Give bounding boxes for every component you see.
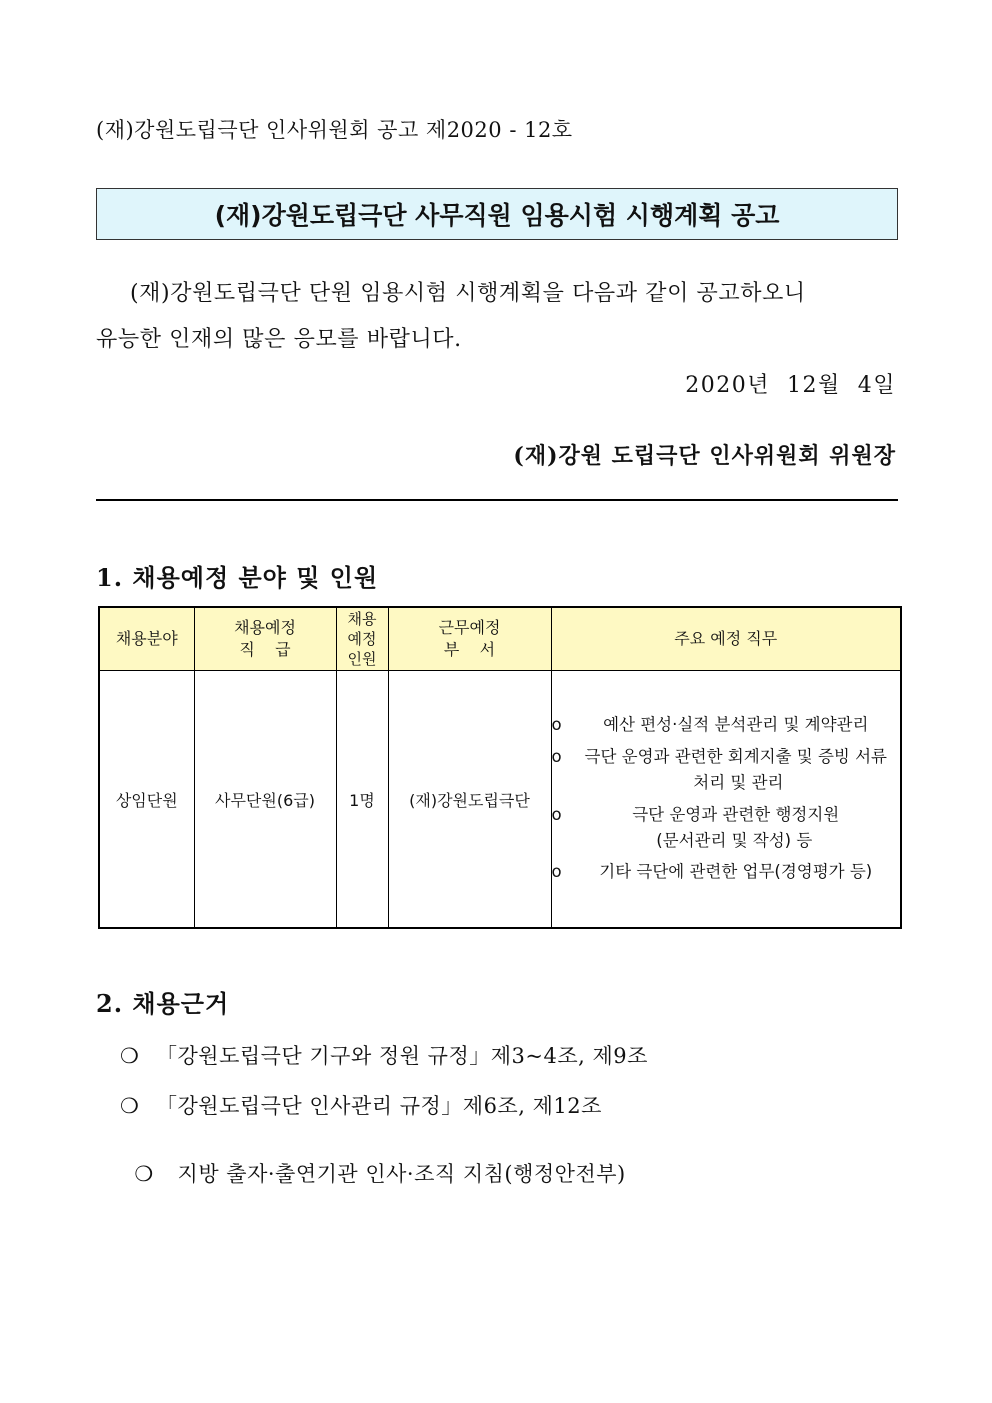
cell-department: (재)강원도립극단 [388,671,551,929]
section-1-heading: 1. 채용예정 분야 및 인원 [96,563,379,592]
section-2-heading: 2. 채용근거 [96,989,230,1018]
divider [96,499,898,501]
cell-position: 사무단원(6급) [194,671,336,929]
basis-item: ❍ 「강원도립극단 인사관리 규정」제6조, 제12조 [120,1094,602,1118]
basis-item: ❍ 「강원도립극단 기구와 정원 규정」제3~4조, 제9조 [120,1044,648,1068]
cell-duties [551,671,901,929]
basis-item: ❍ 지방 출자·출연기관 인사·조직 지침(행정안전부) [134,1162,626,1186]
issuer: (재)강원 도립극단 인사위원회 위원장 [513,443,896,469]
notice-date: 2020년 12월 4일 [685,373,896,398]
duty-item: o 예산 편성·실적 분석관리 및 계약관리 [551,715,869,735]
circle-bullet-icon: ❍ [134,1162,154,1186]
header-position: 채용예정 직 급 [194,607,336,671]
cell-field: 상임단원 [99,671,194,929]
header-duties: 주요 예정 직무 [551,607,901,671]
notice-number: (재)강원도립극단 인사위원회 공고 제2020 - 12호 [96,118,573,142]
duty-item: o 기타 극단에 관련한 업무(경영평가 등) [551,862,873,882]
page-title: (재)강원도립극단 사무직원 임용시험 시행계획 공고 [96,188,898,240]
duty-item: o 극단 운영과 관련한 행정지원 (문서관리 및 작성) 등 [551,804,840,850]
circle-bullet-icon: ❍ [120,1044,140,1068]
table-header-row [99,607,901,671]
table-row [99,671,901,929]
recruitment-table [98,606,902,929]
header-count: 채용 예정 인원 [336,607,388,671]
intro-line-1: (재)강원도립극단 단원 임용시험 시행계획을 다음과 같이 공고하오니 [130,281,806,306]
header-department: 근무예정 부 서 [388,607,551,671]
header-field: 채용분야 [99,607,194,671]
duty-item: o 극단 운영과 관련한 회계지출 및 증빙 서류 처리 및 관리 [551,746,887,793]
intro-line-2: 유능한 인재의 많은 응모를 바랍니다. [96,327,462,352]
cell-count: 1명 [336,671,388,929]
circle-bullet-icon: ❍ [120,1094,140,1118]
